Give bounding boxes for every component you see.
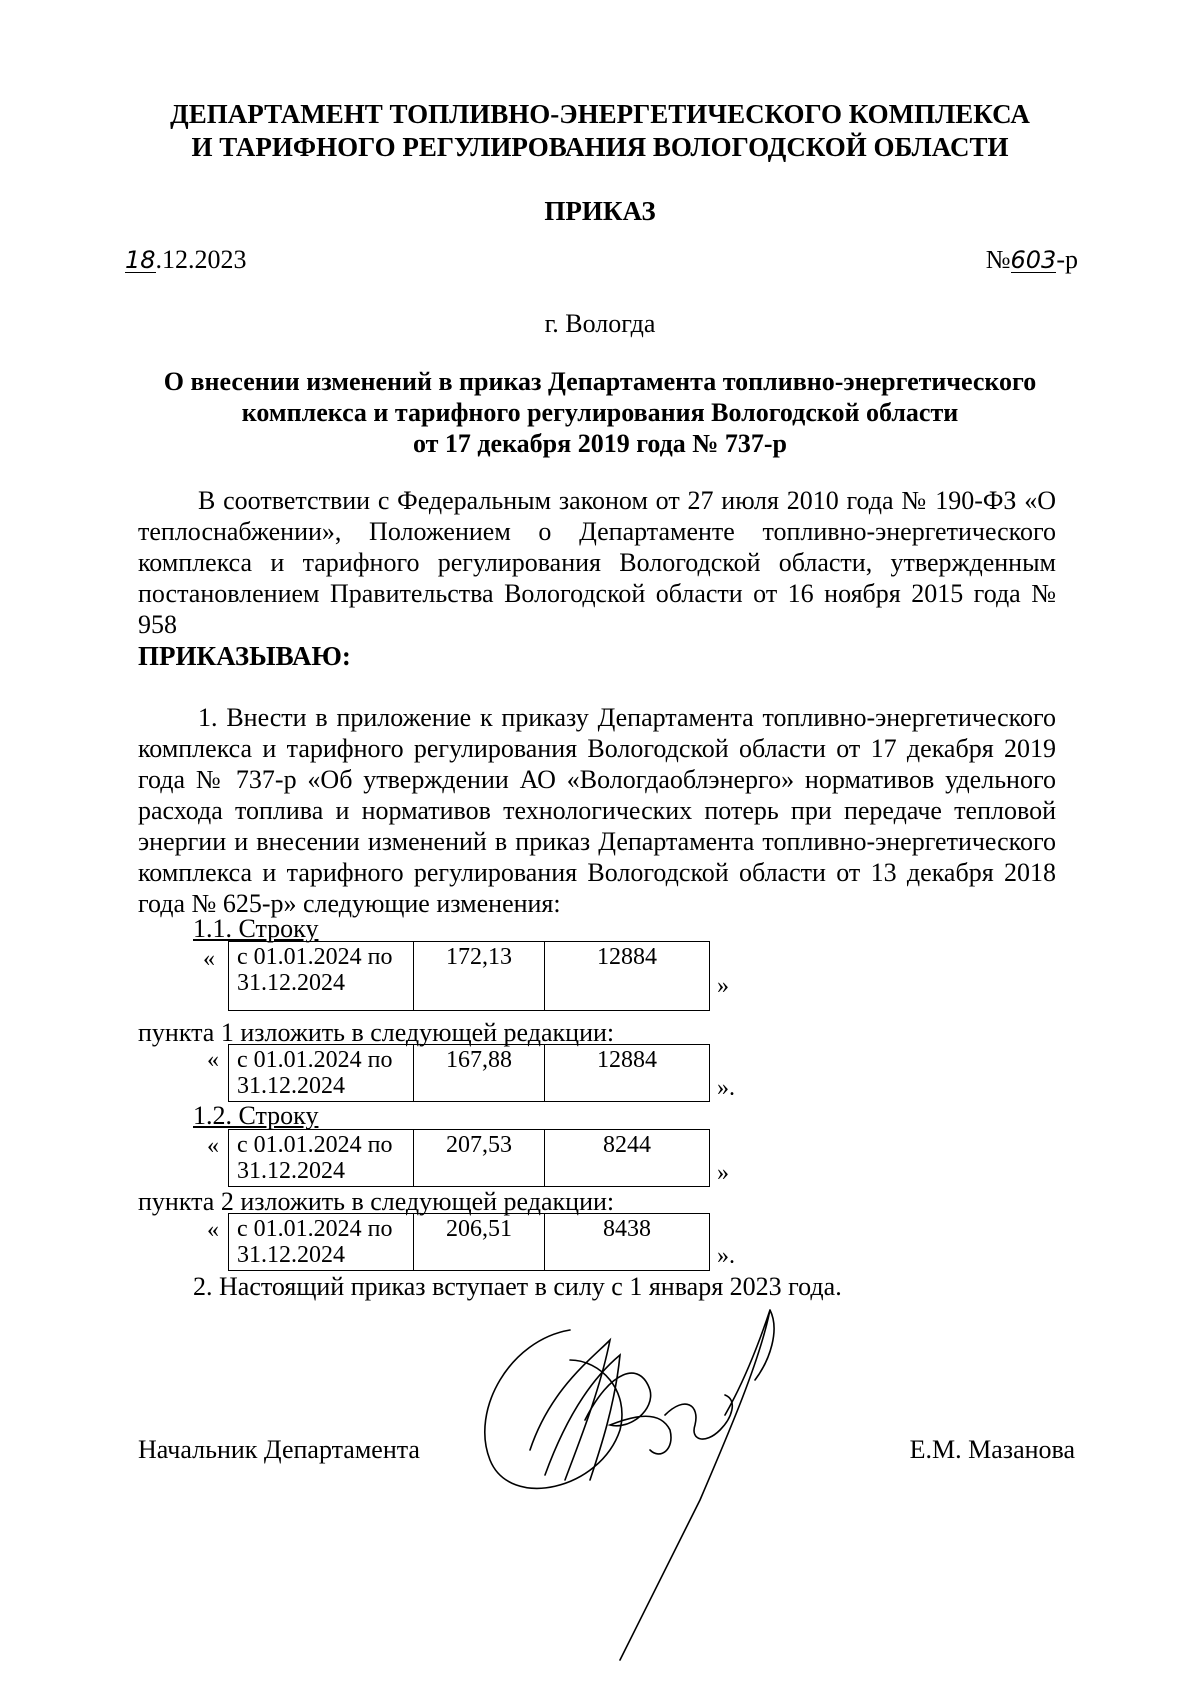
signature-stroke [620, 1310, 770, 1660]
signature-stroke [545, 1355, 620, 1480]
sub-item-1-1-label: 1.1. Строку [193, 914, 319, 943]
subject-line2: комплекса и тарифного регулирования Вологодской области [241, 398, 959, 427]
table-row [229, 1045, 710, 1102]
value2-cell: 8438 [545, 1214, 710, 1271]
period-cell: с 01.01.2024 по 31.12.2024 [229, 1130, 414, 1187]
old-row-table-2 [228, 1129, 710, 1187]
signature-stroke [485, 1330, 622, 1488]
order-number-suffix: -р [1056, 245, 1078, 274]
close-quote-dot: ». [717, 1243, 735, 1269]
department-header-line2: И ТАРИФНОГО РЕГУЛИРОВАНИЯ ВОЛОГОДСКОЙ ОБЛАСТИ [191, 132, 1009, 162]
department-header [0, 98, 1200, 164]
close-quote: » [717, 1160, 729, 1186]
order-date-rest: .12.2023 [155, 245, 247, 274]
period-cell: с 01.01.2024 по 31.12.2024 [229, 1045, 414, 1102]
order-date-day: 18 [125, 246, 156, 274]
value1-cell: 172,13 [414, 942, 545, 1011]
signature-stroke [665, 1395, 732, 1439]
signatory-title: Начальник Департамента [138, 1435, 420, 1464]
city: г. Вологда [544, 309, 656, 338]
open-quote: « [207, 1217, 219, 1243]
value1-cell: 167,88 [414, 1045, 545, 1102]
sub-item-1-2-label: 1.2. Строку [193, 1101, 319, 1130]
value1-cell: 207,53 [414, 1130, 545, 1187]
order-date [125, 245, 247, 275]
department-header-line1: ДЕПАРТАМЕНТ ТОПЛИВНО-ЭНЕРГЕТИЧЕСКОГО КОМПЛЕКСА [170, 99, 1030, 129]
order-subject [0, 366, 1200, 459]
open-quote: « [207, 1133, 219, 1159]
value2-cell: 12884 [545, 1045, 710, 1102]
between-text-2: пункта 2 изложить в следующей редакции: [138, 1187, 615, 1216]
open-quote: « [203, 946, 215, 972]
handwritten-signature [470, 1300, 800, 1670]
item-2-paragraph: 2. Настоящий приказ вступает в силу с 1 января 2023 года. [193, 1272, 842, 1301]
order-title: ПРИКАЗ [544, 196, 656, 226]
order-word: ПРИКАЗЫВАЮ: [138, 641, 351, 671]
table-row [229, 1130, 710, 1187]
order-number-prefix: № [985, 245, 1011, 274]
new-row-table-1 [228, 1044, 710, 1102]
close-quote-dot: ». [717, 1075, 735, 1101]
old-row-table-1 [228, 941, 710, 1011]
value2-cell: 12884 [545, 942, 710, 1011]
between-text-1: пункта 1 изложить в следующей редакции: [138, 1018, 615, 1047]
open-quote: « [207, 1047, 219, 1073]
order-number [986, 245, 1078, 275]
subject-line1: О внесении изменений в приказ Департамента топливно-энергетического [163, 367, 1037, 396]
subject-line3: от 17 декабря 2019 года № 737-р [412, 429, 788, 458]
close-quote: » [717, 973, 729, 999]
order-number-value: 603 [1010, 246, 1057, 274]
signatory-name: Е.М. Мазанова [909, 1435, 1075, 1464]
period-cell: с 01.01.2024 по 31.12.2024 [229, 942, 414, 1011]
value1-cell: 206,51 [414, 1214, 545, 1271]
table-row [229, 1214, 710, 1271]
basis-paragraph: В соответствии с Федеральным законом от 27 июля 2010 года № 190-ФЗ «О теплоснабжении», Положением о Департаменте топливно-энергетического комплекса и тарифного регулирования Вологодской области, утвержденным постановлением Правительства Вологодской области от 16 ноября 2015 года № 958 [138, 486, 1056, 639]
period-cell: с 01.01.2024 по 31.12.2024 [229, 1214, 414, 1271]
new-row-table-2 [228, 1213, 710, 1271]
signature-stroke [530, 1340, 610, 1480]
value2-cell: 8244 [545, 1130, 710, 1187]
item-1-paragraph: 1. Внести в приложение к приказу Департамента топливно-энергетического комплекса и тарифного регулирования Вологодской области от 17 декабря 2019 года № 737-р «Об утверждении АО «Вологдаоблэнерго» нормативов удельного расхода топлива и нормативов технологических потерь при передаче тепловой энергии и внесении изменений в приказ Департамента топливно-энергетического комплекса и тарифного регулирования Вологодской области от 13 декабря 2018 года № 625-р» следующие изменения: [138, 703, 1056, 918]
table-row [229, 942, 710, 1011]
